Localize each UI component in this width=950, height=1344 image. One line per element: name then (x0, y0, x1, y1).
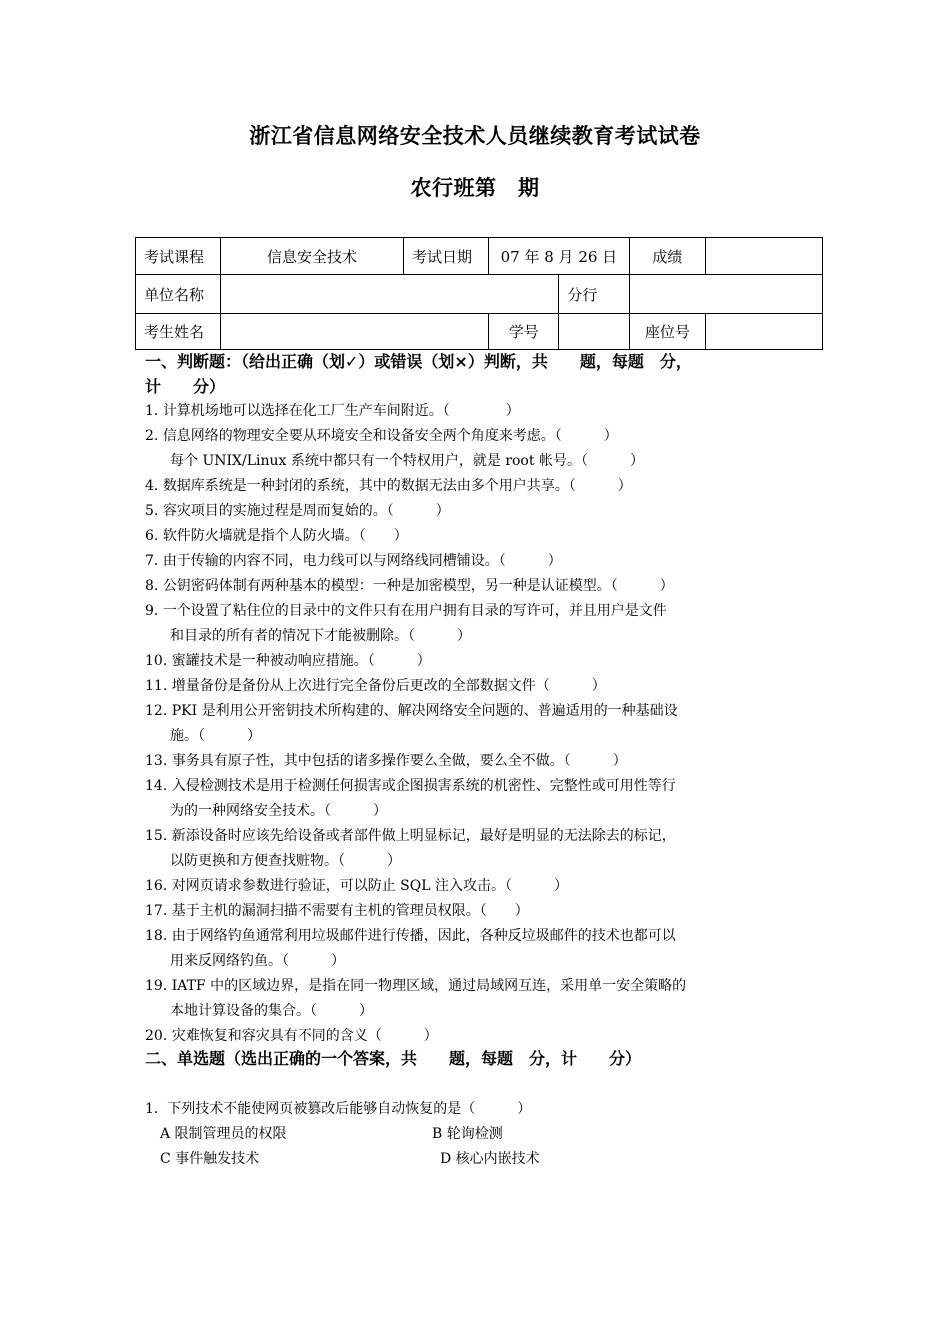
question-text: PKI 是利用公开密钥技术所构建的、解决网络安全问题的、普遍适用的一种基础设 (171, 703, 678, 719)
question-item (145, 824, 785, 874)
question-text: 信息网络的物理安全要从环境安全和设备安全两个角度来考虑。（ ） (162, 428, 618, 444)
question-item (145, 749, 785, 774)
question-number: 14. (145, 778, 168, 794)
question-item (145, 574, 785, 599)
option-a[interactable]: A 限制管理员的权限 (160, 1126, 287, 1142)
question-item (145, 874, 785, 899)
question-item (145, 499, 785, 524)
question-text: 入侵检测技术是用于检测任何损害或企图损害系统的机密性、完整性或可用性等行 (171, 778, 676, 794)
single-choice-question (145, 1097, 785, 1122)
student-id-label: 学号 (489, 314, 559, 350)
question-text: 事务具有原子性，其中包括的诸多操作要么全做，要么全不做。（ ） (171, 753, 627, 769)
score-label: 成绩 (629, 238, 705, 275)
question-number: 1. (145, 1101, 159, 1117)
unit-cell[interactable] (221, 275, 559, 314)
option-d[interactable]: D 核心内嵌技术 (440, 1151, 540, 1167)
question-text: 对网页请求参数进行验证，可以防止 SQL 注入攻击。（ ） (171, 878, 568, 894)
course-value: 信息安全技术 (221, 238, 404, 275)
option-b[interactable]: B 轮询检测 (432, 1126, 503, 1142)
question-text-continued: 本地计算设备的集合。（ ） (170, 1003, 373, 1019)
question-text-continued: 施。（ ） (170, 728, 261, 744)
question-item (145, 524, 785, 549)
exam-title: 浙江省信息网络安全技术人员继续教育考试试卷 (249, 124, 701, 148)
question-text: IATF 中的区域边界，是指在同一物理区域，通过局域网互连，采用单一安全策略的 (171, 978, 687, 994)
question-text: 灾难恢复和容灾具有不同的含义（ ） (171, 1028, 438, 1044)
question-item (145, 649, 785, 674)
question-item (145, 774, 785, 824)
question-text: 每个 UNIX/Linux 系统中都只有一个特权用户，就是 root 帐号。（ ） (170, 453, 644, 469)
question-number: 5. (145, 503, 159, 519)
section1-heading-line1: 一、判断题：（给出正确（划✓）或错误（划×）判断，共 题，每题 分， (145, 352, 692, 371)
question-number: 10. (145, 653, 168, 669)
question-item (145, 549, 785, 574)
score-cell[interactable] (706, 238, 823, 275)
question-text: 由于传输的内容不同，电力线可以与网络线同槽铺设。（ ） (162, 553, 562, 569)
question-item (145, 474, 785, 499)
question-item (145, 1097, 785, 1122)
question-number: 9. (145, 603, 159, 619)
question-text-continued: 和目录的所有者的情况下才能被删除。（ ） (170, 628, 471, 644)
question-text: 蜜罐技术是一种被动响应措施。（ ） (171, 653, 431, 669)
question-item (145, 924, 785, 974)
question-number: 13. (145, 753, 168, 769)
name-cell[interactable] (221, 314, 489, 350)
question-item (145, 599, 785, 649)
exam-info-table (135, 237, 823, 350)
section2-heading: 二、单选题（选出正确的一个答案，共 题，每题 分，计 分） (145, 1049, 642, 1068)
question-text: 计算机场地可以选择在化工厂生产车间附近。（ ） (162, 403, 520, 419)
option-c[interactable]: C 事件触发技术 (160, 1151, 260, 1167)
question-text: 软件防火墙就是指个人防火墙。（ ） (162, 528, 408, 544)
question-number: 19. (145, 978, 168, 994)
question-text: 新添设备时应该先给设备或者部件做上明显标记，最好是明显的无法除去的标记， (171, 828, 676, 844)
true-false-question-list (145, 399, 785, 1049)
exam-subtitle: 农行班第 期 (410, 176, 540, 200)
question-number: 15. (145, 828, 168, 844)
question-text: 一个设置了粘住位的目录中的文件只有在用户拥有目录的写许可，并且用户是文件 (162, 603, 667, 619)
branch-cell[interactable] (629, 275, 822, 314)
question-text: 基于主机的漏洞扫描不需要有主机的管理员权限。（ ） (171, 903, 529, 919)
question-item (145, 899, 785, 924)
question-text: 公钥密码体制有两种基本的模型：一种是加密模型，另一种是认证模型。（ ） (162, 578, 674, 594)
question-number: 8. (145, 578, 159, 594)
question-number: 11. (145, 678, 168, 694)
question-number: 20. (145, 1028, 168, 1044)
question-number: 1. (145, 403, 159, 419)
name-label: 考生姓名 (136, 314, 221, 350)
question-number: 12. (145, 703, 168, 719)
question-text: 增量备份是备份从上次进行完全备份后更改的全部数据文件（ ） (171, 678, 606, 694)
question-text: 下列技术不能使网页被篡改后能够自动恢复的是（ ） (167, 1101, 532, 1117)
question-text: 由于网络钓鱼通常利用垃圾邮件进行传播，因此，各种反垃圾邮件的技术也都可以 (171, 928, 676, 944)
question-item (145, 974, 785, 1024)
question-text-continued: 为的一种网络安全技术。（ ） (170, 803, 387, 819)
course-label: 考试课程 (136, 238, 221, 275)
question-item (145, 424, 785, 449)
question-number: 2. (145, 428, 159, 444)
question-item (145, 674, 785, 699)
question-number: 4. (145, 478, 159, 494)
date-value: 07 年 8 月 26 日 (489, 238, 630, 275)
question-item (145, 399, 785, 424)
question-text: 数据库系统是一种封闭的系统，其中的数据无法由多个用户共享。（ ） (162, 478, 632, 494)
branch-label: 分行 (559, 275, 629, 314)
unit-label: 单位名称 (136, 275, 221, 314)
seat-cell[interactable] (706, 314, 823, 350)
seat-label: 座位号 (629, 314, 705, 350)
date-label: 考试日期 (404, 238, 489, 275)
question-number: 17. (145, 903, 168, 919)
question-text: 容灾项目的实施过程是周而复始的。（ ） (162, 503, 450, 519)
question-number: 7. (145, 553, 159, 569)
question-number: 16. (145, 878, 168, 894)
question-text-continued: 用来反网络钓鱼。（ ） (170, 953, 345, 969)
question-text-continued: 以防更换和方便查找赃物。（ ） (170, 853, 401, 869)
question-item (145, 699, 785, 749)
question-number: 18. (145, 928, 168, 944)
section1-heading (145, 349, 785, 399)
question-item (145, 449, 785, 474)
student-id-cell[interactable] (559, 314, 629, 350)
question-number: 6. (145, 528, 159, 544)
section1-heading-line2: 计 分） (145, 377, 226, 396)
